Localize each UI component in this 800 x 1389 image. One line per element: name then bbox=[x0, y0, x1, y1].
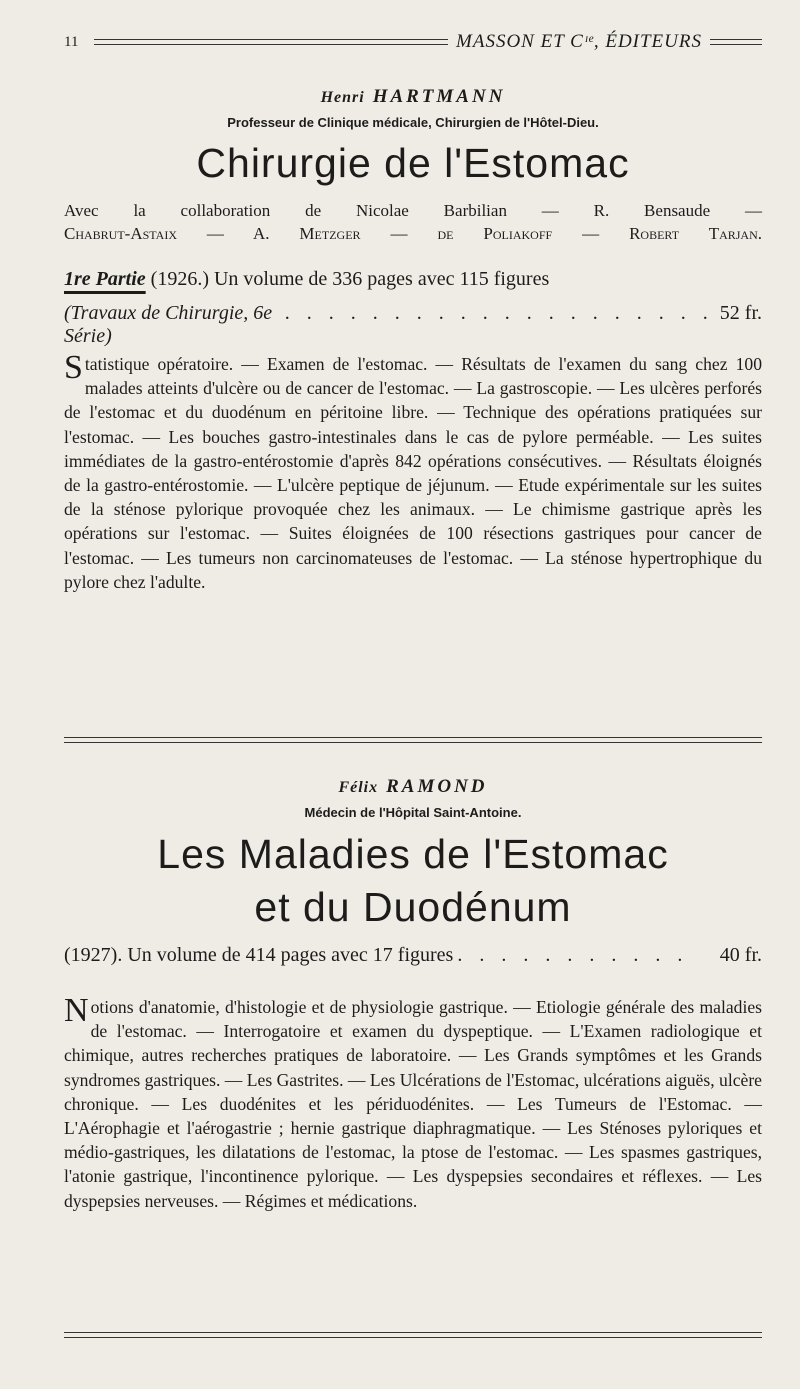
book2-description bbox=[64, 992, 762, 1213]
book2-affiliation: Médecin de l'Hôpital Saint-Antoine. bbox=[304, 805, 522, 820]
book1-description-text: tatistique opératoire. — Examen de l'estomac. — Résultats de l'examen du sang chez 100 malades atteints d'ulcère ou de cancer de l'estomac. — La gastroscopie. — Les ulcères perforés de l'estomac et du duodénum en péritoine libre. — Technique des opérations pratiquées sur l'estomac. — Les bouches gastro-intestinales dans le cas de pylore perméable. — Les suites immédiates de la gastro-entérostomie d'après 842 opérations consécutives. — Résultats éloignés de la gastro-entérostomie. — L'ulcère peptique de jéjunum. — Etude expérimentale sur les suites de la sténose pylorique provoquée chez les animaux. — Le chimisme gastrique après les opérations sur l'estomac. — Suites éloignées de 100 résections gastriques pour cancer de l'estomac. — Les tumeurs non carcinomateuses de l'estomac. — La sténose hypertrophique du pylore chez l'adulte. bbox=[64, 354, 762, 592]
book1-partie: 1re Partie bbox=[64, 268, 146, 290]
book2-volume: (1927). Un volume de 414 pages avec 17 figures bbox=[64, 944, 454, 966]
book2-dropcap: N bbox=[64, 992, 89, 1029]
book1-author bbox=[64, 86, 762, 108]
separator-rule bbox=[64, 737, 762, 743]
book2-title-line2: et du Duodénum bbox=[254, 884, 572, 930]
book1-series: (Travaux de Chirurgie, 6e Série) bbox=[64, 302, 273, 347]
book1-price: 52 fr. bbox=[719, 302, 762, 324]
book2-title-line1: Les Maladies de l'Estomac bbox=[157, 831, 669, 877]
book2-price: 40 fr. bbox=[719, 944, 762, 966]
running-header bbox=[64, 30, 762, 54]
book1-volume: (1926.) Un volume de 336 pages avec 115 figures bbox=[150, 268, 550, 290]
book1-description bbox=[64, 349, 762, 594]
leader-dots: . . . . . . . . . . . bbox=[457, 944, 689, 966]
leader-dots: . . . . . . . . . . . . . . . . . . . . bbox=[284, 302, 714, 324]
header-rule-right bbox=[710, 39, 762, 45]
book2-author-first: Félix bbox=[338, 779, 379, 796]
book2-author bbox=[64, 776, 762, 798]
book1-dropcap: S bbox=[64, 349, 83, 386]
book1-affiliation: Professeur de Clinique médicale, Chirurgien de l'Hôtel-Dieu. bbox=[227, 115, 599, 130]
book2-description-text: otions d'anatomie, d'histologie et de physiologie gastrique. — Etiologie générale des maladies de l'estomac. — Interrogatoire et examen du dyspeptique. — L'Examen radiologique et chimique, autres recherches pratiques de laboratoire. — Les Grands symptômes et les Grands syndromes gastriques. — Les Gastrites. — Les Ulcérations de l'Estomac, ulcérations aiguës, ulcère chronique. — Les duodénites et les périduodénites. — Les Tumeurs de l'Estomac. — L'Aérophagie et l'aérogastrie ; hernie gastrique diaphragmatique. — Les Sténoses pyloriques et médio-gastriques, les dilatations de l'estomac, la ptose de l'estomac. — Les spasmes gastriques, l'atonie gastrique, l'incontinence pylorique. — Les dyspepsies secondaires et réflexes. — Les dyspepsies nerveuses. — Régimes et médications. bbox=[64, 997, 762, 1211]
book2-author-last: RAMOND bbox=[386, 776, 488, 797]
book1-author-last: HARTMANN bbox=[372, 86, 506, 107]
book1-title: Chirurgie de l'Estomac bbox=[196, 140, 630, 186]
page-number: 11 bbox=[64, 33, 79, 50]
book1-author-first: Henri bbox=[320, 89, 365, 106]
publisher-header: MASSON ET Cᶦᵉ, ÉDITEURS bbox=[456, 31, 702, 52]
book1-collab-line2: Chabrut-Astaix — A. Metzger — de Poliakoff — Robert Tarjan. bbox=[64, 224, 762, 243]
book1-volume-line bbox=[64, 268, 762, 291]
book2-volume-line bbox=[64, 944, 762, 967]
header-rule-left bbox=[94, 39, 448, 45]
bottom-rule bbox=[64, 1332, 762, 1338]
book1-series-line bbox=[64, 302, 762, 348]
book1-collab-line1: Avec la collaboration de Nicolae Barbilian — R. Bensaude — bbox=[64, 201, 762, 220]
catalog-page bbox=[64, 0, 762, 1389]
